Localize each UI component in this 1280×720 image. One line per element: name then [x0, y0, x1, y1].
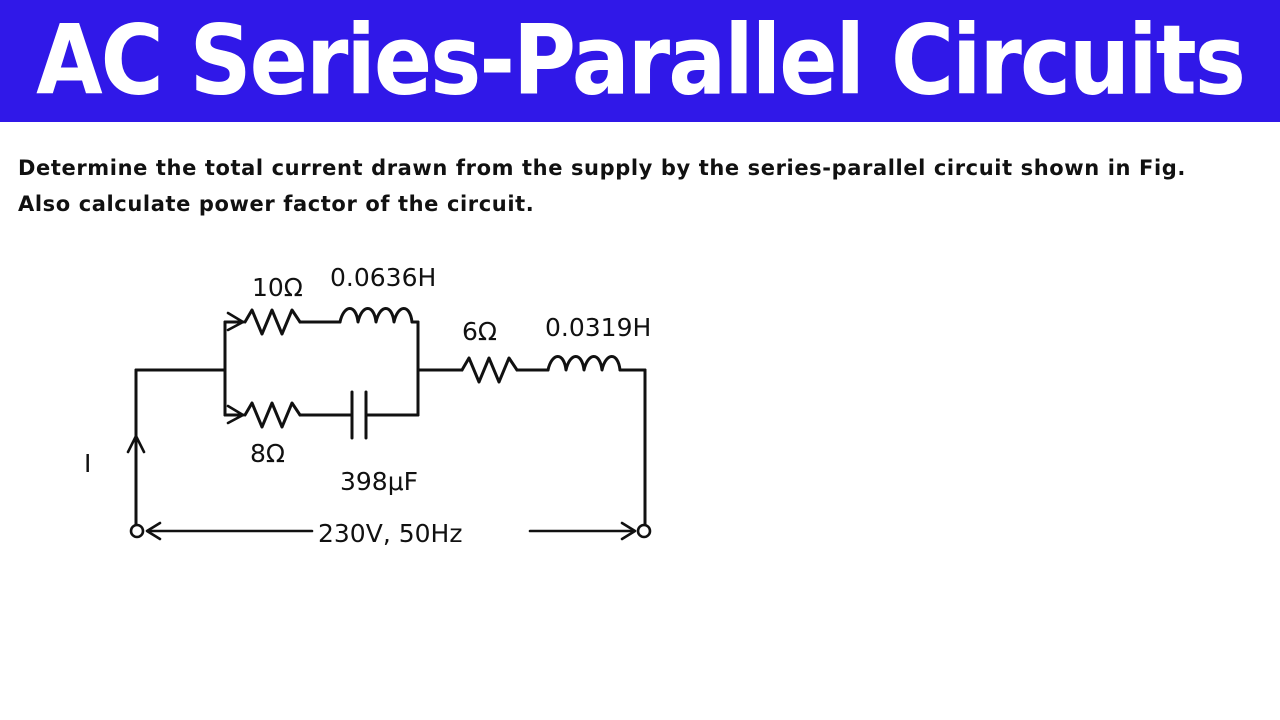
label-branch2-capacitor: 398μF: [340, 467, 419, 496]
inductor-0.0319H-symbol: [548, 357, 620, 371]
label-branch1-resistor: 10Ω: [252, 273, 303, 302]
resistor-8ohm-symbol: [245, 403, 300, 427]
circuit-diagram: [0, 240, 1280, 600]
problem-statement: [18, 150, 1268, 222]
problem-line-1: Determine the total current drawn from the supply by the series-parallel circuit shown in Fig.: [18, 156, 1186, 180]
label-current: I: [84, 449, 92, 478]
inductor-0.0636H-symbol: [340, 309, 412, 323]
label-branch1-inductor: 0.0636H: [330, 263, 437, 292]
label-series-inductor: 0.0319H: [545, 313, 652, 342]
resistor-10ohm-symbol: [245, 310, 300, 334]
terminal-left: [131, 525, 143, 537]
title-banner: [0, 0, 1280, 122]
problem-line-2: Also calculate power factor of the circuit.: [18, 192, 535, 217]
label-branch2-resistor: 8Ω: [250, 439, 286, 468]
label-supply: 230V, 50Hz: [318, 519, 463, 548]
page-title: AC Series-Parallel Circuits: [36, 5, 1244, 117]
terminal-right: [638, 525, 650, 537]
resistor-6ohm-symbol: [462, 358, 517, 382]
label-series-resistor: 6Ω: [462, 317, 498, 346]
